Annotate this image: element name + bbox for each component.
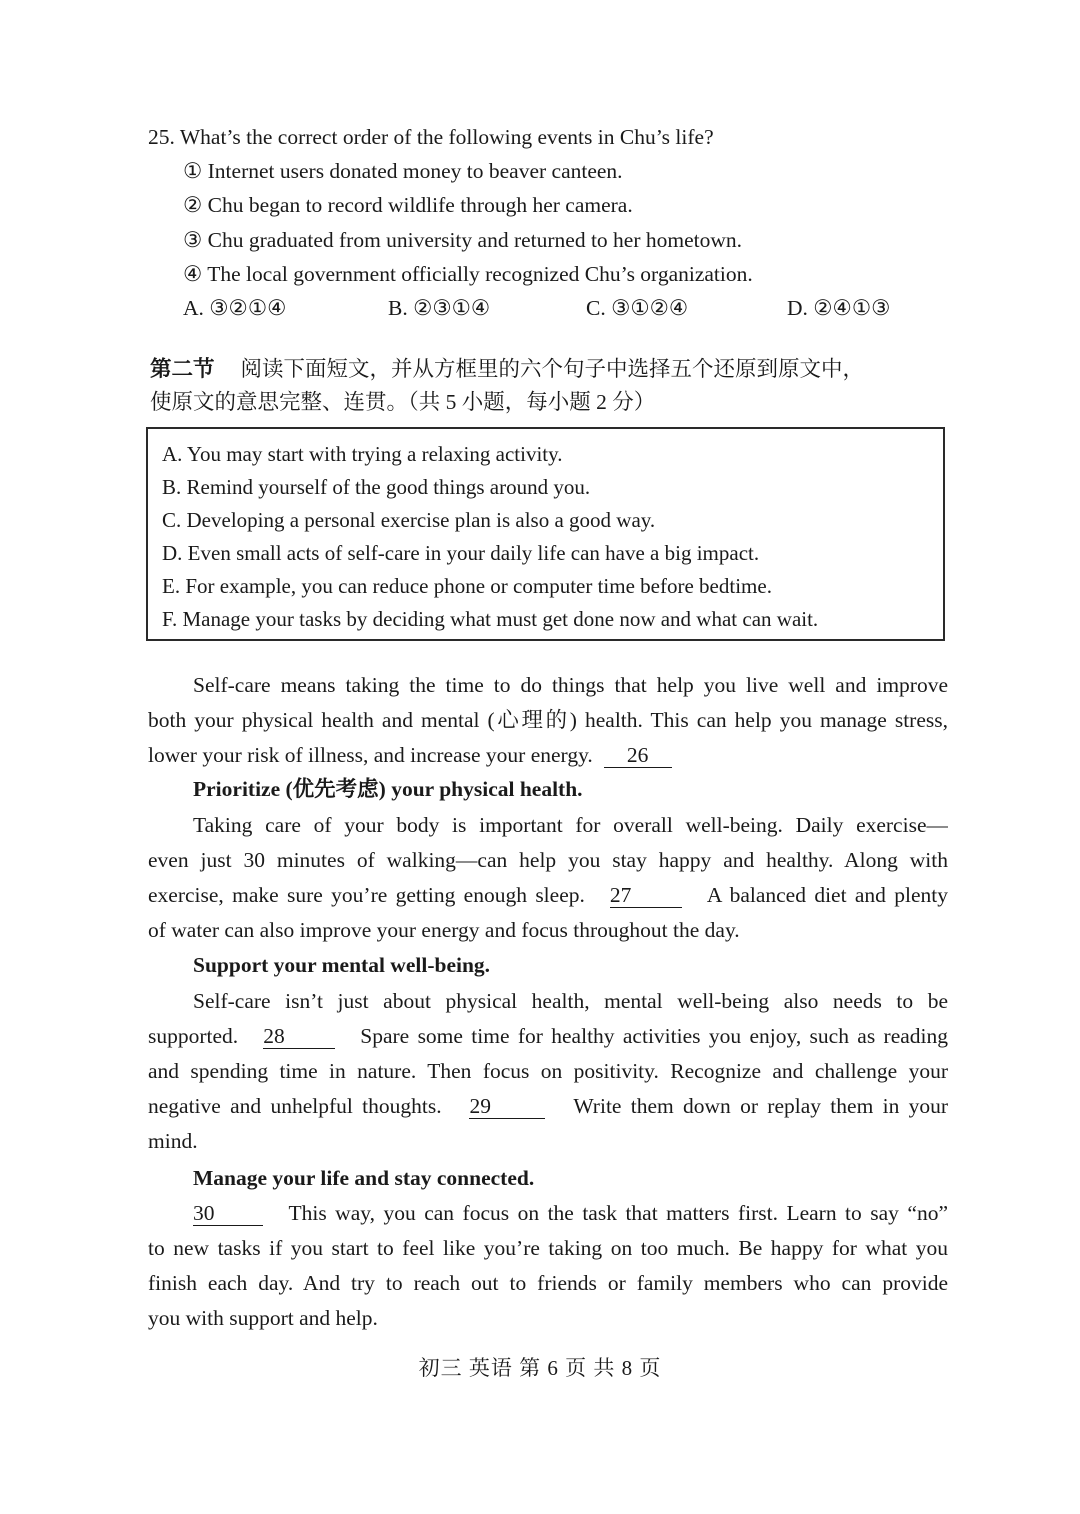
box-option-e: E. For example, you can reduce phone or computer time before bedtime. — [162, 574, 772, 598]
page-footer: 初三 英语 第 6 页 共 8 页 — [418, 1356, 662, 1380]
paragraph-2 — [148, 808, 948, 948]
heading-physical-health: Prioritize (优先考虑) your physical health. — [193, 777, 583, 801]
paragraph-text: Write them down or replay them in your — [573, 1094, 948, 1118]
paragraph-4 — [148, 1196, 948, 1336]
paragraph-line — [148, 1196, 948, 1231]
paragraph-line — [148, 1019, 948, 1054]
section-instruction — [150, 354, 864, 384]
paragraph-line: of water can also improve your energy and focus throughout the day. — [148, 918, 740, 942]
paragraph-line: even just 30 minutes of walking—can help you stay happy and healthy. Along with — [148, 848, 948, 872]
paragraph-1 — [148, 668, 948, 773]
choice-b: B. ②③①④ — [388, 296, 491, 320]
answer-blank-26[interactable]: 26 — [604, 743, 672, 768]
answer-blank-28[interactable]: 28 — [263, 1024, 335, 1049]
paragraph-text: lower your risk of illness, and increase your energy. — [148, 743, 593, 767]
paragraph-line: Self-care means taking the time to do things that help you live well and improve — [193, 673, 948, 697]
paragraph-text: exercise, make sure you’re getting enough sleep. — [148, 883, 585, 907]
paragraph-text: negative and unhelpful thoughts. — [148, 1094, 442, 1118]
paragraph-line — [148, 1089, 948, 1124]
box-option-c: C. Developing a personal exercise plan is also a good way. — [162, 508, 656, 532]
heading-mental-well-being: Support your mental well-being. — [193, 953, 491, 977]
choice-c: C. ③①②④ — [586, 296, 689, 320]
event-option-3: ③ Chu graduated from university and returned to her hometown. — [183, 228, 743, 252]
paragraph-line: both your physical health and mental (心理的) health. This can help you manage stress, — [148, 708, 948, 732]
paragraph-line: finish each day. And try to reach out to friends or family members who can provide — [148, 1271, 948, 1295]
answer-blank-30[interactable]: 30 — [193, 1201, 263, 1226]
paragraph-line — [148, 878, 948, 913]
paragraph-3 — [148, 984, 948, 1159]
paragraph-text: This way, you can focus on the task that matters first. Learn to say “no” — [288, 1201, 948, 1225]
paragraph-line: and spending time in nature. Then focus on positivity. Recognize and challenge your — [148, 1059, 948, 1083]
paragraph-line — [148, 738, 948, 773]
paragraph-text: supported. — [148, 1024, 239, 1048]
paragraph-line: mind. — [148, 1129, 198, 1153]
section-title: 第二节 — [150, 357, 215, 381]
choice-d: D. ②④①③ — [787, 296, 891, 320]
heading-manage-life: Manage your life and stay connected. — [193, 1166, 535, 1190]
box-option-a: A. You may start with trying a relaxing activity. — [162, 442, 563, 466]
instruction-line-1: 阅读下面短文，并从方框里的六个句子中选择五个还原到原文中， — [240, 357, 865, 381]
event-option-4: ④ The local government officially recognized Chu’s organization. — [183, 262, 753, 286]
paragraph-text: A balanced diet and plenty — [706, 883, 948, 907]
box-option-b: B. Remind yourself of the good things around you. — [162, 475, 591, 499]
event-option-2: ② Chu began to record wildlife through her camera. — [183, 193, 633, 217]
box-option-d: D. Even small acts of self-care in your daily life can have a big impact. — [162, 541, 760, 565]
paragraph-line: you with support and help. — [148, 1306, 378, 1330]
instruction-line-2: 使原文的意思完整、连贯。（共 5 小题，每小题 2 分） — [150, 390, 656, 414]
choice-a: A. ③②①④ — [183, 296, 287, 320]
question-25-stem: 25. What’s the correct order of the following events in Chu’s life? — [148, 125, 714, 149]
sentence-options-box — [146, 427, 945, 641]
paragraph-text: Spare some time for healthy activities you enjoy, such as reading — [360, 1024, 948, 1048]
paragraph-line: Taking care of your body is important for overall well-being. Daily exercise— — [193, 813, 948, 837]
box-option-f: F. Manage your tasks by deciding what must get done now and what can wait. — [162, 607, 819, 631]
event-option-1: ① Internet users donated money to beaver canteen. — [183, 159, 623, 183]
paragraph-line: Self-care isn’t just about physical health, mental well-being also needs to be — [193, 989, 948, 1013]
answer-blank-29[interactable]: 29 — [469, 1094, 545, 1119]
paragraph-line: to new tasks if you start to feel like you’re taking on too much. Be happy for what you — [148, 1236, 948, 1260]
answer-blank-27[interactable]: 27 — [610, 883, 682, 908]
